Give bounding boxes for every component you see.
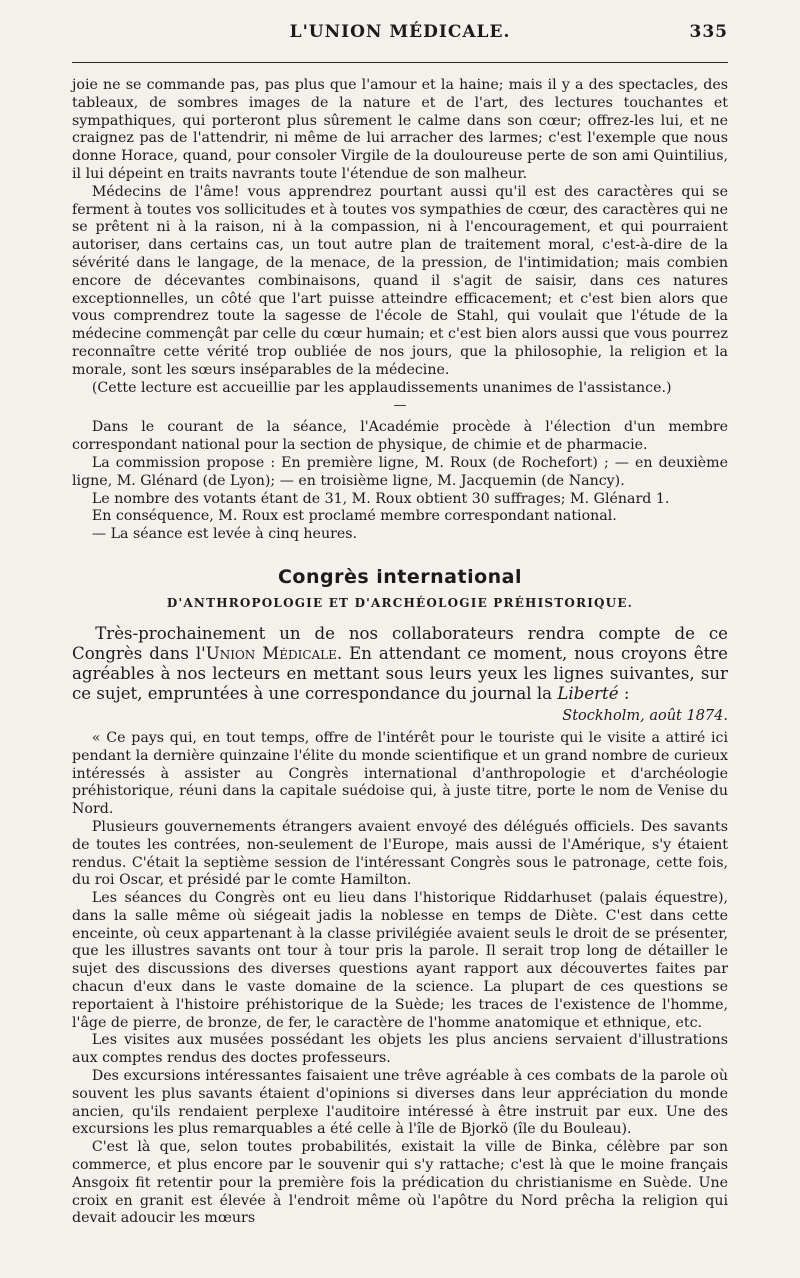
separator: — [393, 398, 407, 414]
journal-title: L'UNION MÉDICALE. [289, 22, 511, 42]
intro-paragraph [72, 624, 728, 704]
paragraph: Le nombre des votants étant de 31, M. Roux obtient 30 suffrages; M. Glénard 1. [91, 490, 670, 507]
paragraph: Des excursions intéressantes faisaient une trêve agréable à ces combats de la parole où souvent les plus savants étaient d'opinions si diverses dans leur appréciation du monde ancien, qu'ils rendaient perplexe l'auditoire intéressé à être instruit par eux. Une des excursions les plus remarquables a été celle à l'île de Bjorkö (île du Bouleau). [72, 1068, 728, 1138]
journal-name: Union Médicale [205, 643, 337, 663]
paragraph: La commission propose : En première ligne, M. Roux (de Rochefort) ; — en deuxième ligne, M. Glénard (de Lyon); — en troisième ligne, M. Jacquemin (de Nancy). [72, 454, 728, 489]
page-number: 335 [689, 22, 728, 42]
paragraph: — La séance est levée à cinq heures. [91, 526, 358, 543]
intro-text: . En attendant ce moment, nous croyons être agréables à nos lecteurs en mettant sous leurs yeux les lignes suivantes, sur ce sujet, empruntées à une correspondance du journal la [72, 643, 729, 703]
header-rule [72, 62, 728, 63]
paragraph: C'est là que, selon toutes probabilités, existait la ville de Binka, célèbre par son commerce, et plus encore par le souvenir qui s'y rattache; c'est là que le moine français Ansgoix fit retentir pour la première fois la prédication du christianisme en Suède. Une croix en granit est élevée à l'endroit même où l'apôtre du Nord prêcha la religion qui devait adoucir les mœurs [72, 1139, 728, 1227]
paragraph: Plusieurs gouvernements étrangers avaient envoyé des délégués officiels. Des savants de toutes les contrées, non-seulement de l'Europe, mais aussi de l'Amérique, s'y étaient rendus. C'était la septième session de l'intéressant Congrès sous le patronage, cette fois, du roi Oscar, et présidé par le comte Hamilton. [72, 818, 728, 889]
section-subtitle: D'ANTHROPOLOGIE ET D'ARCHÉOLOGIE PRÉHISTORIQUE. [166, 595, 634, 610]
intro-text: Très-prochainement un de nos collaborateurs rendra compte de ce Congrès dans l' [72, 623, 728, 663]
paragraph: En conséquence, M. Roux est proclamé membre correspondant national. [91, 508, 617, 525]
running-header [72, 22, 728, 52]
paragraph: « Ce pays qui, en tout temps, offre de l'intérêt pour le touriste qui le visite a attiré ici pendant la dernière quinzaine l'élite du monde scientifique et un grand nombre de curieux intéressés à assister au Congrès international d'anthropologie et d'archéologie préhistorique, réuni dans la capitale suédoise qui, à juste titre, porte le nom de Venise du Nord. [72, 729, 728, 818]
section-title: Congrès international [277, 565, 523, 588]
paragraph: Dans le courant de la séance, l'Académie procède à l'élection d'un membre correspondant national pour la section de physique, de chimie et de pharmacie. [72, 419, 728, 454]
paragraph: joie ne se commande pas, pas plus que l'amour et la haine; mais il y a des spectacles, des tableaux, de sombres images de la nature et de l'art, des lectures touchantes et sympathiques, qui porteront plus sûrement le calme dans son cœur; offrez-les lui, et ne craignez pas de l'attendrir, ni même de lui arracher des larmes; c'est l'exemple que nous donne Horace, quand, pour consoler Virgile de la douloureuse perte de son ami Quintilius, il lui dépeint en traits navrants toute l'étendue de son malheur. [72, 77, 728, 182]
paragraph: Les séances du Congrès ont eu lieu dans l'historique Riddarhuset (palais équestre), dans la salle même où siégeait jadis la noblesse en temps de Diète. C'est dans cette enceinte, où ceux appartenant à la classe privilégiée avaient seuls le droit de se présenter, que les illustres savants ont tour à tour pris la parole. Il serait trop long de détailler le sujet des discussions des diverses questions ayant rapport aux découvertes faites par chacun d'eux dans le vaste domaine de la science. La plupart de ces questions se reportaient à l'histoire préhistorique de la Suède; les traces de l'existence de l'homme, l'âge de pierre, de bronze, de fer, le caractère de l'homme anatomique et ethnique, etc. [72, 890, 728, 1031]
paragraph: Les visites aux musées possédant les objets les plus anciens servaient d'illustrations aux comptes rendus des doctes professeurs. [72, 1032, 728, 1067]
dateline: Stockholm, août 1874. [562, 707, 728, 724]
paragraph: Médecins de l'âme! vous apprendrez pourtant aussi qu'il est des caractères qui se ferment à toutes vos sollicitudes et à toutes vos sympathies de cœur, des caractères qui ne se prêtent ni à la raison, ni à la compassion, ni à l'encouragement, et qui pourraient autoriser, dans certains cas, un tout autre plan de traitement moral, c'est-à-dire de la sévérité dans le langage, de la menace, de la pression, de l'intimidation; mais combien encore de décevantes combinaisons, quand il s'agit de saisir, dans ces natures exceptionnelles, un côté que l'art puisse atteindre efficacement; et c'est bien alors que vous comprendrez toute la sagesse de l'école de Stahl, qui voulait que l'étude de la médecine commençât par celle du cœur humain; et c'est bien alors aussi que vous pourrez reconnaître cette vérité trop oubliée de nos jours, que la philosophie, la religion et la morale, sont les sœurs inséparables de la médecine. [72, 183, 728, 378]
source-name: Liberté [557, 683, 619, 703]
paragraph: (Cette lecture est accueillie par les applaudissements unanimes de l'assistance.) [91, 379, 672, 396]
intro-text: : [618, 683, 630, 703]
